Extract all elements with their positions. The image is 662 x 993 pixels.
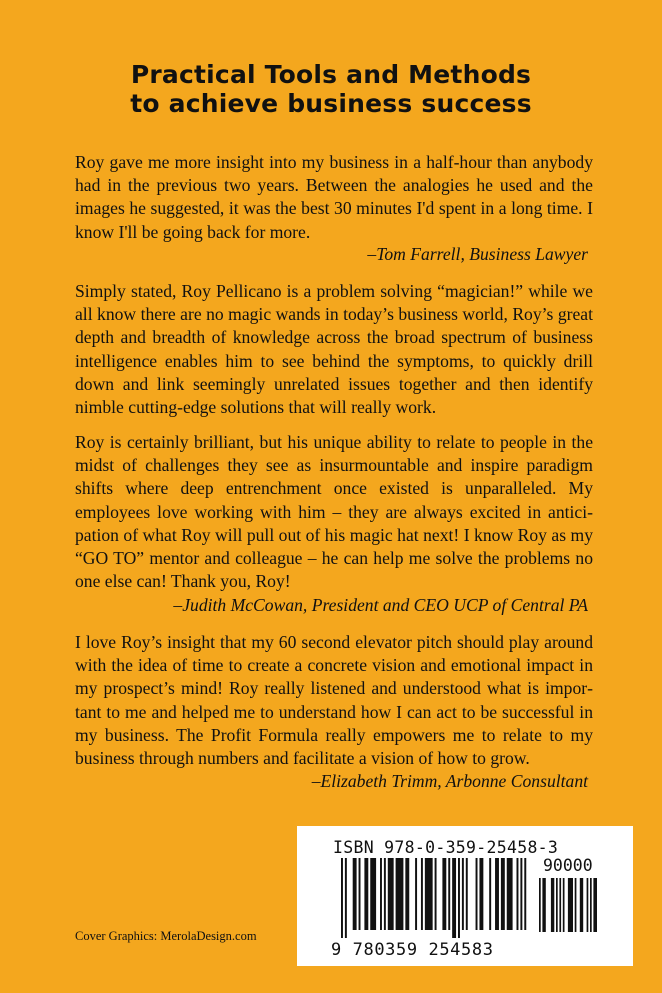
barcode-bar xyxy=(435,858,437,930)
barcode-bar xyxy=(580,878,583,932)
barcode-bar xyxy=(345,858,347,938)
barcode-bar xyxy=(476,858,478,930)
barcode-bar xyxy=(593,878,597,932)
barcode-bar xyxy=(396,858,404,930)
barcode-digits: 9 780359 254583 xyxy=(331,940,494,960)
barcode-bar xyxy=(501,858,505,930)
testimonial-3-attribution: –Judith McCowan, President and CEO UCP of Central PA xyxy=(173,595,588,615)
barcode-bar xyxy=(452,858,456,938)
barcode-bar xyxy=(590,878,592,932)
barcode-bar xyxy=(442,858,446,930)
title-line-2: to achieve business success xyxy=(130,89,532,118)
barcode-bar xyxy=(458,858,460,938)
isbn-label: ISBN 978-0-359-25458-3 xyxy=(333,838,559,857)
barcode-bar xyxy=(551,878,554,932)
barcode-bar xyxy=(542,878,545,932)
barcode-bar xyxy=(341,858,343,938)
title-line-1: Practical Tools and Methods xyxy=(130,60,532,89)
barcode-bar xyxy=(517,858,519,930)
testimonial-4-attribution: –Elizabeth Trimm, Arbonne Consultant xyxy=(311,771,588,791)
testimonial-4-text: I love Roy’s insight that my 60 second elevator pitch should play around with the idea of time to create a concrete vision and emotional impact in my prospect’s mind! Roy really listened and understood what is important to me and helped me to understand how I can act to be successful in my business. The Profit Formula really empowers me to relate to my business through numbers and facilitate a vision of how to grow. xyxy=(75,632,593,769)
barcode-bar xyxy=(556,878,558,932)
barcode-bar xyxy=(524,858,526,930)
barcode-bar xyxy=(563,878,565,932)
barcode-bar xyxy=(489,858,491,930)
barcode-bar xyxy=(388,858,394,930)
barcode-bar xyxy=(384,858,386,930)
barcode-bar xyxy=(421,858,423,930)
barcode-bar xyxy=(353,858,357,930)
ean-barcode-bars xyxy=(341,858,531,938)
testimonial-2-text: Simply stated, Roy Pellicano is a problem solving “magician!” while we all know there are no magic wands in today’s business world, Roy’s great depth and breadth of knowledge across the broad spectrum of business intelligence enables him to see behind the symptoms, to quickly drill down and link seemingly unrelated issues together and then identify nimble cutting-edge solutions that will really work. xyxy=(75,281,593,418)
barcode-bar xyxy=(425,858,433,930)
barcode-bar xyxy=(359,858,361,930)
barcode-bar xyxy=(466,858,468,930)
barcode-bar xyxy=(364,858,368,930)
isbn-barcode xyxy=(297,826,633,966)
cover-credit: Cover Graphics: MerolaDesign.com xyxy=(75,929,257,943)
barcode-bar xyxy=(587,878,589,932)
testimonial-1-attribution: –Tom Farrell, Business Lawyer xyxy=(367,244,588,264)
barcode-bar xyxy=(405,858,409,930)
barcode-bar xyxy=(380,858,382,930)
barcode-bar xyxy=(520,858,522,930)
barcode-bar xyxy=(448,858,450,930)
back-cover-title xyxy=(0,60,662,118)
barcode-bar xyxy=(479,858,483,930)
barcode-bar xyxy=(507,858,513,930)
testimonial-1-text: Roy gave me more insight into my business in a half-hour than anybody had in the previous two years. Between the analogies he used and the images he suggested, it was the best 30 minutes I'd spent in a long time. I know I'll be going back for more. xyxy=(75,152,593,242)
price-code: 90000 xyxy=(543,856,593,875)
barcode-bar xyxy=(415,858,417,930)
barcode-bar xyxy=(495,858,499,930)
price-barcode-bars xyxy=(539,878,597,938)
testimonial-3-text: Roy is certainly brilliant, but his unique ability to relate to people in the midst of challenges they see as insurmountable and inspire paradigm shifts where deep entrenchment once existed is unparalleled. My employees love working with him – they are always excited in anticipation of what Roy will pull out of his magic hat next! I know Roy as my “GO TO” mentor and colleague – he can help me solve the problems no one else can! Thank you, Roy! xyxy=(75,432,593,592)
barcode-bar xyxy=(462,858,464,930)
barcode-bar xyxy=(370,858,376,930)
barcode-bar xyxy=(568,878,573,932)
barcode-bar xyxy=(575,878,577,932)
barcode-bar xyxy=(559,878,561,932)
barcode-bar xyxy=(539,878,541,932)
